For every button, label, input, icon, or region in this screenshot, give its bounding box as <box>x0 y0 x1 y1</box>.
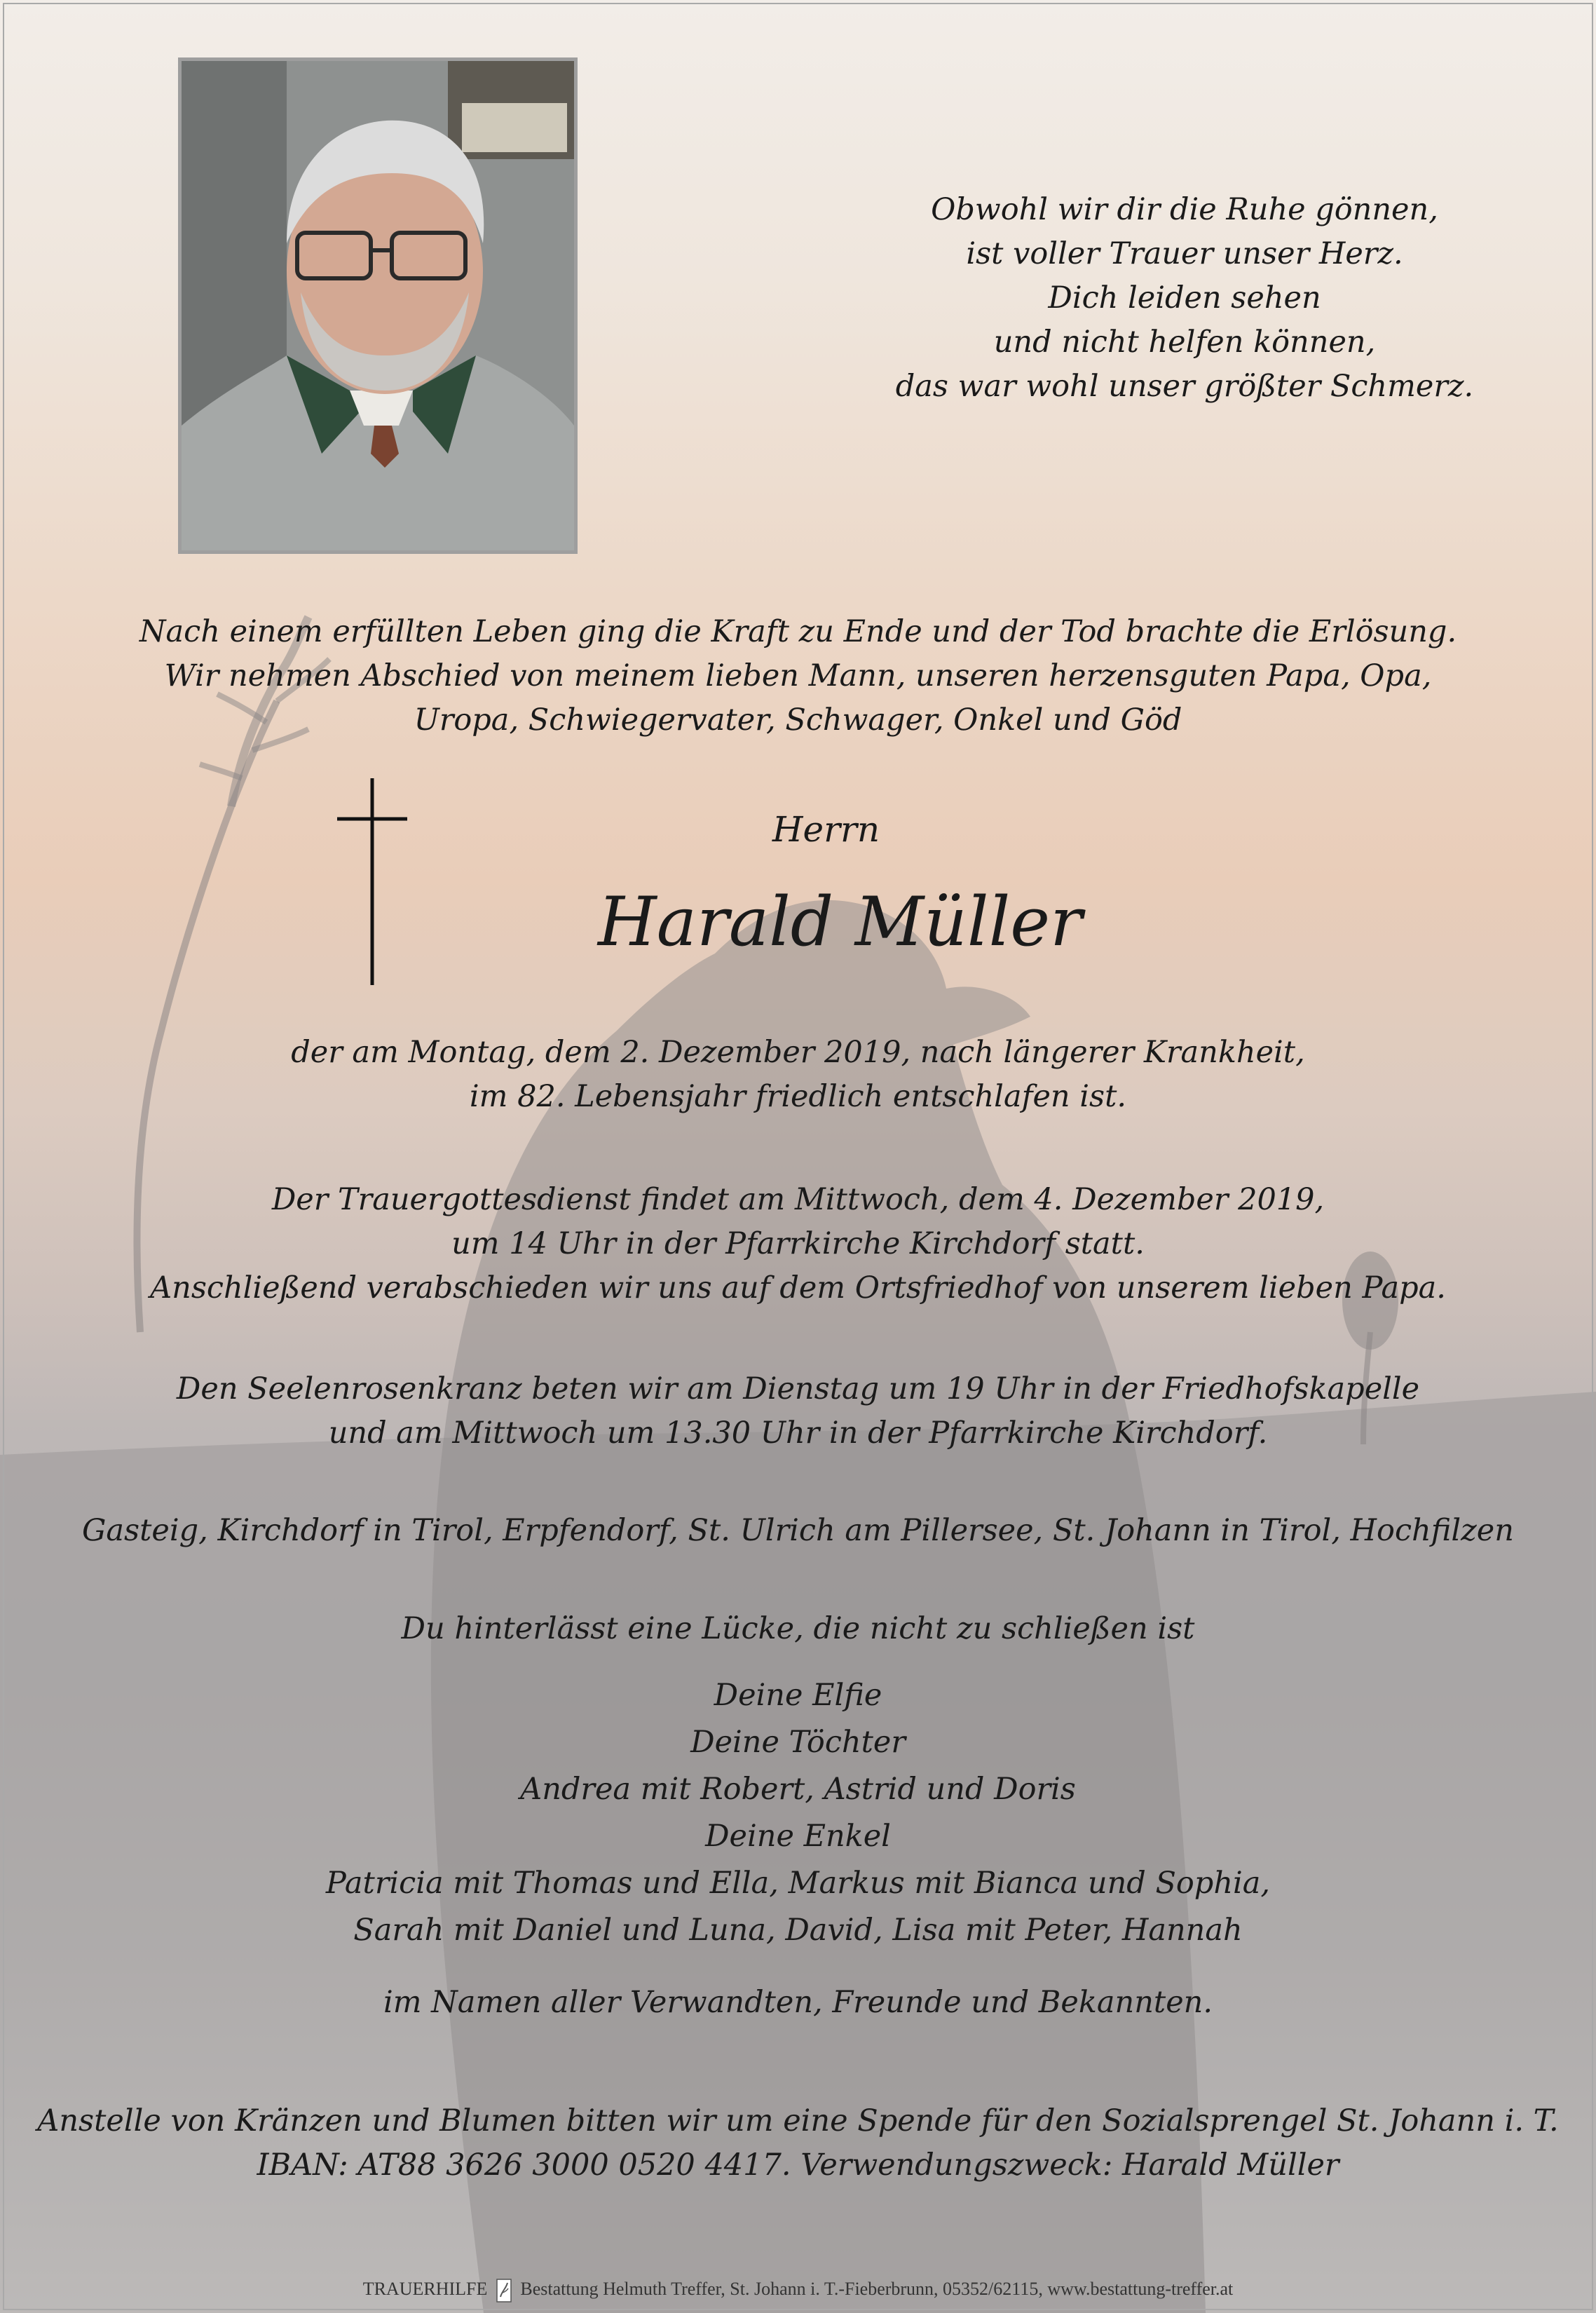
service-line: Anschließend verabschieden wir uns auf dem Ortsfriedhof von unserem lieben Papa. <box>150 1270 1446 1305</box>
donation-line: IBAN: AT88 3626 3000 0520 4417. Verwendungszweck: Harald Müller <box>257 2148 1339 2183</box>
rosary-line: und am Mittwoch um 13.30 Uhr in der Pfarrkirche Kirchdorf. <box>328 1416 1268 1451</box>
poem-line: Obwohl wir dir die Ruhe gönnen, <box>931 192 1438 227</box>
service-line: Der Trauergottesdienst findet am Mittwoch, dem 4. Dezember 2019, <box>271 1182 1325 1217</box>
intro-line: Wir nehmen Abschied von meinem lieben Mann, unseren herzensguten Papa, Opa, <box>164 658 1432 693</box>
mourners-list <box>0 1672 1596 1954</box>
service-line: um 14 Uhr in der Pfarrkirche Kirchdorf statt. <box>451 1226 1145 1261</box>
funeral-home-logo-icon <box>496 2279 512 2302</box>
death-line: der am Montag, dem 2. Dezember 2019, nach längerer Krankheit, <box>291 1035 1305 1070</box>
funeral-service <box>0 1178 1596 1310</box>
footer-text: Bestattung Helmuth Treffer, St. Johann i. T.-Fieberbrunn, 05352/62115, www.bestattung-treffer.at <box>520 2279 1234 2299</box>
places-list: Gasteig, Kirchdorf in Tirol, Erpfendorf, St. Ulrich am Pillersee, St. Johann in Tirol, Hochfilzen <box>82 1513 1514 1548</box>
intro-line: Uropa, Schwiegervater, Schwager, Onkel und Göd <box>414 703 1182 738</box>
footer-prefix: TRAUERHILFE <box>362 2279 488 2299</box>
deceased-name: Harald Müller <box>598 883 1082 961</box>
poem <box>834 188 1535 409</box>
honorific: Herrn <box>772 809 880 850</box>
death-notice <box>0 1031 1596 1119</box>
portrait-photo <box>178 57 578 554</box>
rosary-notice <box>0 1367 1596 1456</box>
poem-line: das war wohl unser größter Schmerz. <box>895 369 1474 404</box>
mourner-line: Deine Enkel <box>705 1819 891 1854</box>
mourner-line: Sarah mit Daniel und Luna, David, Lisa mit Peter, Hannah <box>353 1913 1243 1948</box>
intro-line: Nach einem erfüllten Leben ging die Kraft zu Ende und der Tod brachte die Erlösung. <box>139 614 1457 649</box>
mourner-line: Deine Töchter <box>690 1725 906 1760</box>
poem-line: Dich leiden sehen <box>1048 280 1321 316</box>
poem-line: ist voller Trauer unser Herz. <box>966 236 1403 271</box>
mourner-line: Andrea mit Robert, Astrid und Doris <box>520 1772 1076 1807</box>
farewell-line: Du hinterlässt eine Lücke, die nicht zu schließen ist <box>401 1611 1195 1646</box>
footer <box>0 2279 1596 2302</box>
poem-line: und nicht helfen können, <box>993 325 1376 360</box>
mourner-line: Deine Elfie <box>714 1678 882 1713</box>
rosary-line: Den Seelenrosenkranz beten wir am Dienstag um 19 Uhr in der Friedhofskapelle <box>176 1371 1420 1406</box>
intro-text <box>0 610 1596 742</box>
mourner-line: Patricia mit Thomas und Ella, Markus mit Bianca und Sophia, <box>325 1866 1271 1901</box>
others-line: im Namen aller Verwandten, Freunde und Bekannten. <box>383 1985 1213 2020</box>
donation-line: Anstelle von Kränzen und Blumen bitten wir um eine Spende für den Sozialsprengel St. Johann i. T. <box>37 2103 1559 2138</box>
death-line: im 82. Lebensjahr friedlich entschlafen ist. <box>469 1079 1127 1114</box>
donation-notice <box>0 2099 1596 2187</box>
